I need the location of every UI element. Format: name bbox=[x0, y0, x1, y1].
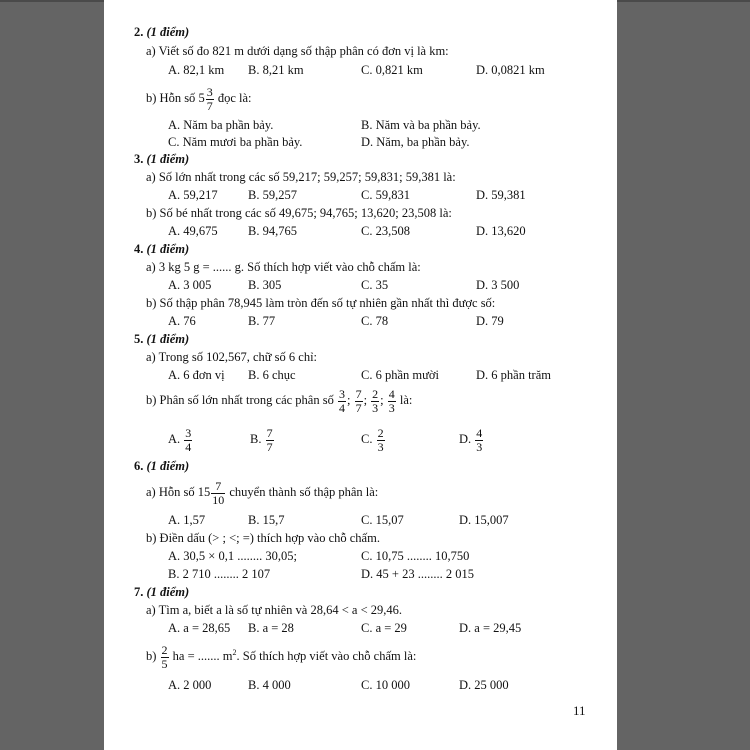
q5-a-option-d: D. 6 phần trăm bbox=[476, 368, 551, 382]
q5-a-option-b: B. 6 chục bbox=[248, 368, 296, 382]
q5-b-fraction-1: $\frac{3}{4}$ bbox=[338, 386, 345, 415]
q5-a-option-a: A. 6 đơn vị bbox=[168, 368, 225, 382]
q5-b-fraction-2: $\frac{7}{7}$ bbox=[355, 386, 362, 415]
q2-b-fraction: $\frac{3}{7}$ bbox=[206, 84, 213, 113]
q5-b-option-a: A. $\frac{3}{4}$ bbox=[168, 425, 192, 454]
question-2-heading: 2. (1 điểm) bbox=[134, 25, 190, 39]
q5-b-text: b) Phân số lớn nhất trong các phân số $\frac{3}{4}$ ; $\frac{7}{7}$ ; $\frac{2}{3}$ ; $\frac{4}{3}$ là: bbox=[146, 386, 413, 415]
q4-a-option-c: C. 35 bbox=[361, 278, 389, 292]
q7-a-option-a: A. a = 28,65 bbox=[168, 621, 231, 635]
q7-a-option-d: D. a = 29,45 bbox=[459, 621, 522, 635]
right-viewer-margin bbox=[617, 0, 750, 750]
question-3-heading: 3. (1 điểm) bbox=[134, 152, 190, 166]
q2-b-option-a: A. Năm ba phần bảy. bbox=[168, 118, 274, 132]
q6-a-fraction: $\frac{7}{10}$ bbox=[212, 478, 225, 507]
q2-a-option-c: C. 0,821 km bbox=[361, 63, 423, 77]
q3-a-option-a: A. 59,217 bbox=[168, 188, 218, 202]
q7-b-option-a: A. 2 000 bbox=[168, 678, 212, 692]
q7-b-option-d: D. 25 000 bbox=[459, 678, 509, 692]
q2-a-text: a) Viết số đo 821 m dưới dạng số thập phân có đơn vị là km: bbox=[146, 44, 449, 58]
q3-b-option-d: D. 13,620 bbox=[476, 224, 526, 238]
q3-b-option-b: B. 94,765 bbox=[248, 224, 297, 238]
q5-a-option-c: C. 6 phần mười bbox=[361, 368, 439, 382]
q7-b-fraction: $\frac{2}{5}$ bbox=[161, 642, 168, 671]
q4-b-option-c: C. 78 bbox=[361, 314, 389, 328]
page-number: 11 bbox=[573, 703, 586, 718]
q6-b-text: b) Điền dấu (> ; <; =) thích hợp vào chỗ chấm. bbox=[146, 531, 380, 545]
q6-a-option-d: D. 15,007 bbox=[459, 513, 509, 527]
q5-b-option-c: C. $\frac{2}{3}$ bbox=[361, 425, 384, 454]
document-page bbox=[104, 0, 617, 750]
q6-b-option-d: D. 45 + 23 ........ 2 015 bbox=[361, 567, 474, 581]
q2-a-option-d: D. 0,0821 km bbox=[476, 63, 545, 77]
q3-a-option-c: C. 59,831 bbox=[361, 188, 410, 202]
q6-b-option-b: B. 2 710 ........ 2 107 bbox=[168, 567, 271, 581]
q5-b-fraction-4: $\frac{4}{3}$ bbox=[388, 386, 395, 415]
q3-a-text: a) Số lớn nhất trong các số 59,217; 59,257; 59,831; 59,381 là: bbox=[146, 170, 456, 184]
left-viewer-margin bbox=[0, 0, 104, 750]
q4-b-option-b: B. 77 bbox=[248, 314, 276, 328]
q5-b-option-b: B. $\frac{7}{7}$ bbox=[250, 425, 273, 454]
q3-a-option-b: B. 59,257 bbox=[248, 188, 297, 202]
q2-b-option-b: B. Năm và ba phần bảy. bbox=[361, 118, 481, 132]
q4-a-text: a) 3 kg 5 g = ...... g. Số thích hợp viết vào chỗ chấm là: bbox=[146, 260, 421, 274]
q4-b-option-d: D. 79 bbox=[476, 314, 504, 328]
q6-b-option-c: C. 10,75 ........ 10,750 bbox=[361, 549, 470, 563]
q4-a-option-b: B. 305 bbox=[248, 278, 282, 292]
question-5-heading: 5. (1 điểm) bbox=[134, 332, 190, 346]
q7-b-option-b: B. 4 000 bbox=[248, 678, 291, 692]
question-7-heading: 7. (1 điểm) bbox=[134, 585, 190, 599]
q4-b-text: b) Số thập phân 78,945 làm tròn đến số tự nhiên gần nhất thì được số: bbox=[146, 296, 496, 310]
q6-a-text: a) Hỗn số 15 $\frac{7}{10}$ chuyển thành số thập phân là: bbox=[146, 478, 379, 507]
q7-a-option-c: C. a = 29 bbox=[361, 621, 407, 635]
q6-b-option-a: A. 30,5 × 0,1 ........ 30,05; bbox=[168, 549, 297, 563]
q5-b-fraction-3: $\frac{2}{3}$ bbox=[372, 386, 379, 415]
q4-a-option-a: A. 3 005 bbox=[168, 278, 212, 292]
q2-b-option-c: C. Năm mươi ba phần bảy. bbox=[168, 135, 303, 149]
q4-b-option-a: A. 76 bbox=[168, 314, 196, 328]
q6-a-option-a: A. 1,57 bbox=[168, 513, 206, 527]
q3-b-text: b) Số bé nhất trong các số 49,675; 94,765; 13,620; 23,508 là: bbox=[146, 206, 452, 220]
q2-a-option-a: A. 82,1 km bbox=[168, 63, 225, 77]
q3-b-option-a: A. 49,675 bbox=[168, 224, 218, 238]
q7-b-option-c: C. 10 000 bbox=[361, 678, 410, 692]
q2-b-text: b) Hỗn số 5 $\frac{3}{7}$ đọc là: bbox=[146, 84, 252, 113]
q6-a-option-c: C. 15,07 bbox=[361, 513, 404, 527]
q3-b-option-c: C. 23,508 bbox=[361, 224, 410, 238]
q2-a-option-b: B. 8,21 km bbox=[248, 63, 304, 77]
q4-a-option-d: D. 3 500 bbox=[476, 278, 520, 292]
q6-a-option-b: B. 15,7 bbox=[248, 513, 285, 527]
question-4-heading: 4. (1 điểm) bbox=[134, 242, 190, 256]
q7-a-text: a) Tìm a, biết a là số tự nhiên và 28,64 < a < 29,46. bbox=[146, 603, 403, 617]
q5-a-text: a) Trong số 102,567, chữ số 6 chỉ: bbox=[146, 350, 318, 364]
q5-b-option-d: D. $\frac{4}{3}$ bbox=[459, 425, 483, 454]
q7-b-text: b) $\frac{2}{5}$ ha = ....... $m^2$. Số thích hợp viết vào chỗ chấm là: bbox=[146, 642, 417, 671]
q3-a-option-d: D. 59,381 bbox=[476, 188, 526, 202]
q2-b-option-d: D. Năm, ba phần bảy. bbox=[361, 135, 470, 149]
q7-a-option-b: B. a = 28 bbox=[248, 621, 294, 635]
question-6-heading: 6. (1 điểm) bbox=[134, 459, 190, 473]
